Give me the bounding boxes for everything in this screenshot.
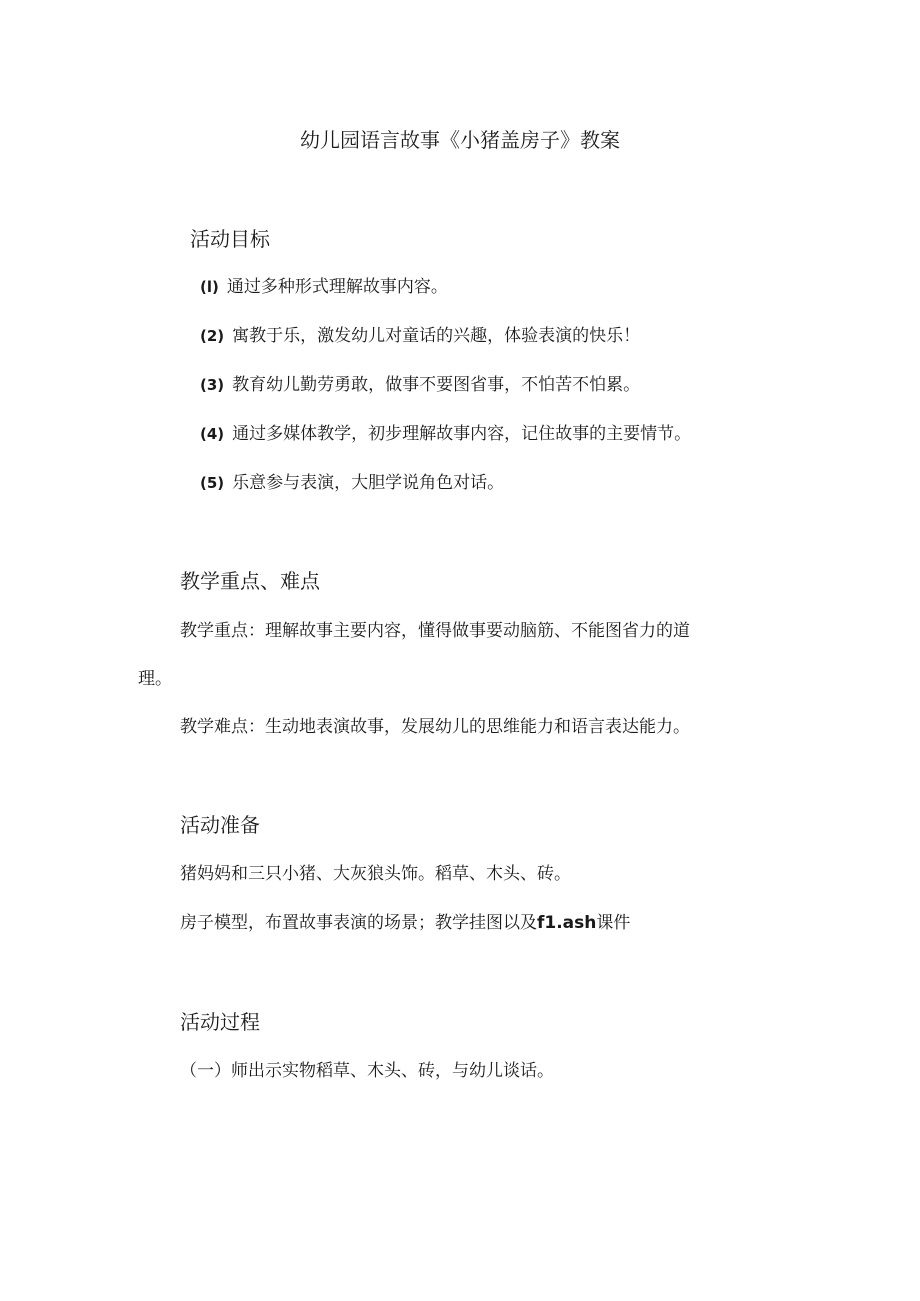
goal-item-2	[200, 322, 640, 350]
section-heading-goals: 活动目标	[190, 227, 270, 251]
goal-number: (4)	[200, 425, 225, 443]
goal-item-3	[200, 371, 640, 399]
goal-item-4	[200, 420, 691, 448]
document-title: 幼儿园语言故事《小猪盖房子》教案	[300, 128, 620, 152]
goal-number: (2)	[200, 327, 225, 345]
preparation-text: 房子模型，布置故事表演的场景；教学挂图以及	[180, 913, 537, 933]
goal-text: 教育幼儿勤劳勇敢，做事不要图省事，不怕苦不怕累。	[232, 375, 641, 395]
section-heading-preparation: 活动准备	[180, 813, 260, 837]
goal-number: (3)	[200, 376, 225, 394]
preparation-suffix: 课件	[596, 913, 631, 933]
goal-text: 通过多种形式理解故事内容。	[226, 277, 448, 297]
key-point-line-continued: 理。	[138, 669, 172, 689]
goal-number: (l)	[200, 278, 219, 296]
preparation-line-2	[180, 909, 630, 937]
goal-text: 寓教于乐，激发幼儿对童话的兴趣，体验表演的快乐！	[232, 326, 641, 346]
goal-item-5	[200, 469, 504, 497]
goal-number: (5)	[200, 474, 225, 492]
goal-item-1	[200, 273, 448, 301]
section-heading-process: 活动过程	[180, 1010, 260, 1034]
preparation-line-1: 猪妈妈和三只小猪、大灰狼头饰。稻草、木头、砖。	[180, 864, 571, 884]
difficulty-line: 教学难点：生动地表演故事，发展幼儿的思维能力和语言表达能力。	[180, 717, 690, 737]
key-point-line: 教学重点：理解故事主要内容，懂得做事要动脑筋、不能图省力的道	[180, 621, 690, 641]
section-heading-keypoints: 教学重点、难点	[180, 569, 320, 593]
goal-text: 乐意参与表演，大胆学说角色对话。	[232, 473, 505, 493]
courseware-filename: f1.ash	[537, 913, 597, 933]
goal-text: 通过多媒体教学，初步理解故事内容，记住故事的主要情节。	[232, 424, 692, 444]
process-step-1: （一）师出示实物稻草、木头、砖，与幼儿谈话。	[180, 1061, 554, 1081]
